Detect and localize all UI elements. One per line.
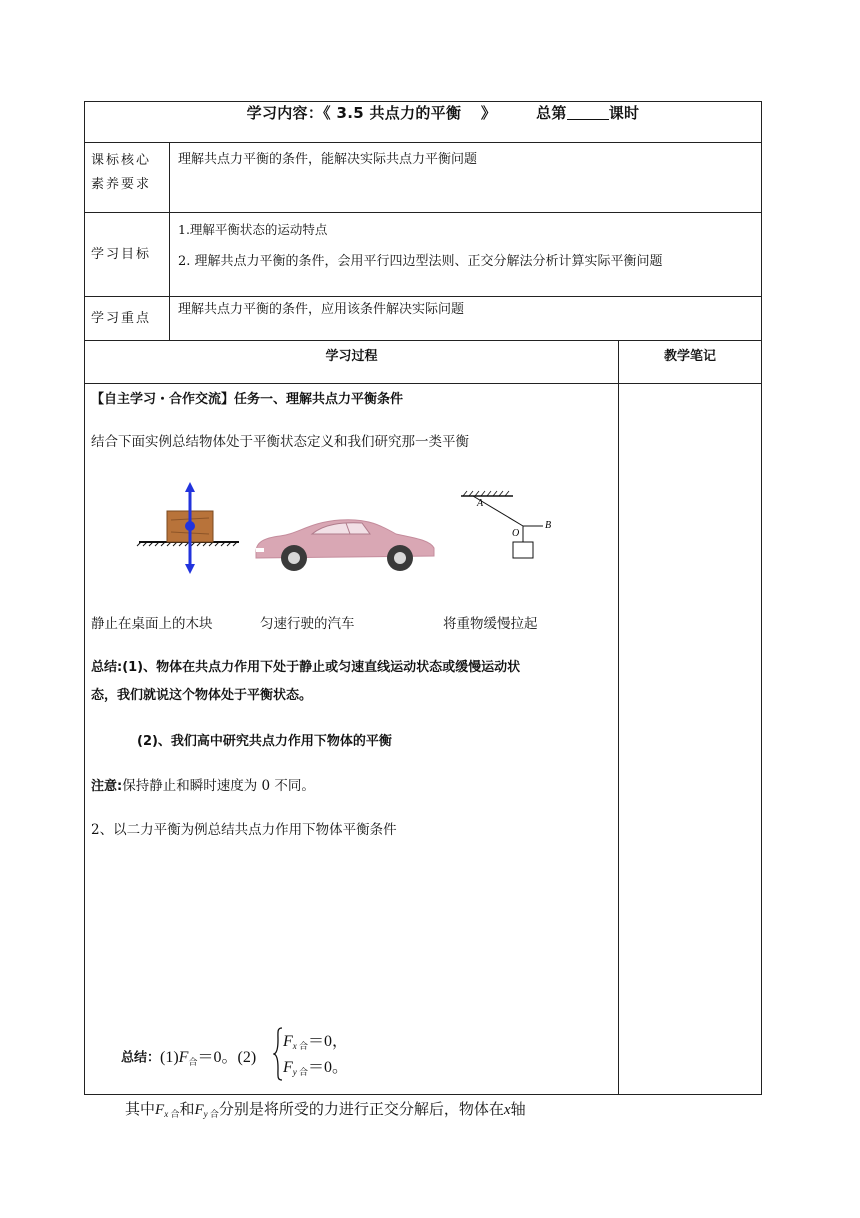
brace-icon (273, 1026, 283, 1082)
formula-fx: $F_{x 合}=0$， (283, 1033, 349, 1051)
pulley-diagram (453, 490, 563, 572)
task-title: 【自主学习・合作交流】任务一、理解共点力平衡条件 (91, 392, 404, 407)
page-title: 学习内容：《 3.5 共点力的平衡 》 总第 课时 (246, 104, 640, 122)
item-2: 2、以二力平衡为例总结共点力作用下物体平衡条件 (91, 822, 397, 838)
process-column-header: 学习过程 (85, 341, 619, 384)
key-value: 理解共点力平衡的条件，应用该条件解决实际问题 (170, 297, 762, 341)
summary-1-line-1: 总结:(1)、物体在共点力作用下处于静止或匀速直线运动状态或缓慢运动状 (91, 660, 521, 675)
car-image (250, 512, 440, 574)
caption-car: 匀速行驶的汽车 (260, 616, 355, 632)
svg-text:B: B (545, 520, 552, 531)
core-row (85, 143, 762, 213)
core-value: 理解共点力平衡的条件，能解决实际共点力平衡问题 (170, 143, 762, 213)
notes-column[interactable] (619, 384, 762, 1095)
summary-2: (2)、我们高中研究共点力作用下物体的平衡 (137, 734, 392, 749)
formula-fy: $F_{y 合}=0$。 (283, 1059, 349, 1077)
intro-text: 结合下面实例总结物体处于平衡状态定义和我们研究那一类平衡 (91, 434, 469, 450)
caption-weight: 将重物缓慢拉起 (443, 616, 538, 632)
lesson-sheet (84, 101, 761, 1119)
block-diagram (135, 480, 245, 576)
lesson-table (84, 101, 762, 1119)
last-line: 其中$F_{x 合}$和$F_{y 合}$分别是将所受的力进行正交分解后，物体在x轴 (125, 1102, 526, 1119)
process-body-row (85, 384, 762, 1095)
note-label: 注意: (91, 779, 123, 794)
key-row (85, 297, 762, 341)
lesson-number-blank[interactable] (567, 105, 609, 120)
goals-row (85, 213, 762, 297)
goals-label: 学习目标 (85, 213, 170, 297)
process-content (85, 384, 619, 1119)
core-label: 课标核心素养要求 (85, 143, 170, 213)
formula-summary: 总结：$(1)F_合=0$。(2) (121, 1049, 257, 1067)
goal-item-1: 1.理解平衡状态的运动特点 (178, 222, 328, 237)
key-label: 学习重点 (85, 297, 170, 341)
note-line (91, 774, 315, 794)
svg-text:A: A (477, 498, 484, 509)
note-text: 保持静止和瞬时速度为 0 不同。 (122, 778, 315, 794)
svg-text:O: O (512, 528, 520, 539)
title-row (85, 102, 762, 143)
up-arrow-icon (185, 482, 195, 492)
goal-item-2: 2. 理解共点力平衡的条件，会用平行四边型法则、正交分解法分析计算实际平衡问题 (178, 254, 663, 269)
notes-column-header: 教学笔记 (619, 341, 762, 384)
summary-1-line-2: 态，我们就说这个物体处于平衡状态。 (91, 688, 313, 703)
down-arrow-icon (185, 564, 195, 574)
process-header-row (85, 341, 762, 384)
caption-block: 静止在桌面上的木块 (91, 616, 213, 632)
